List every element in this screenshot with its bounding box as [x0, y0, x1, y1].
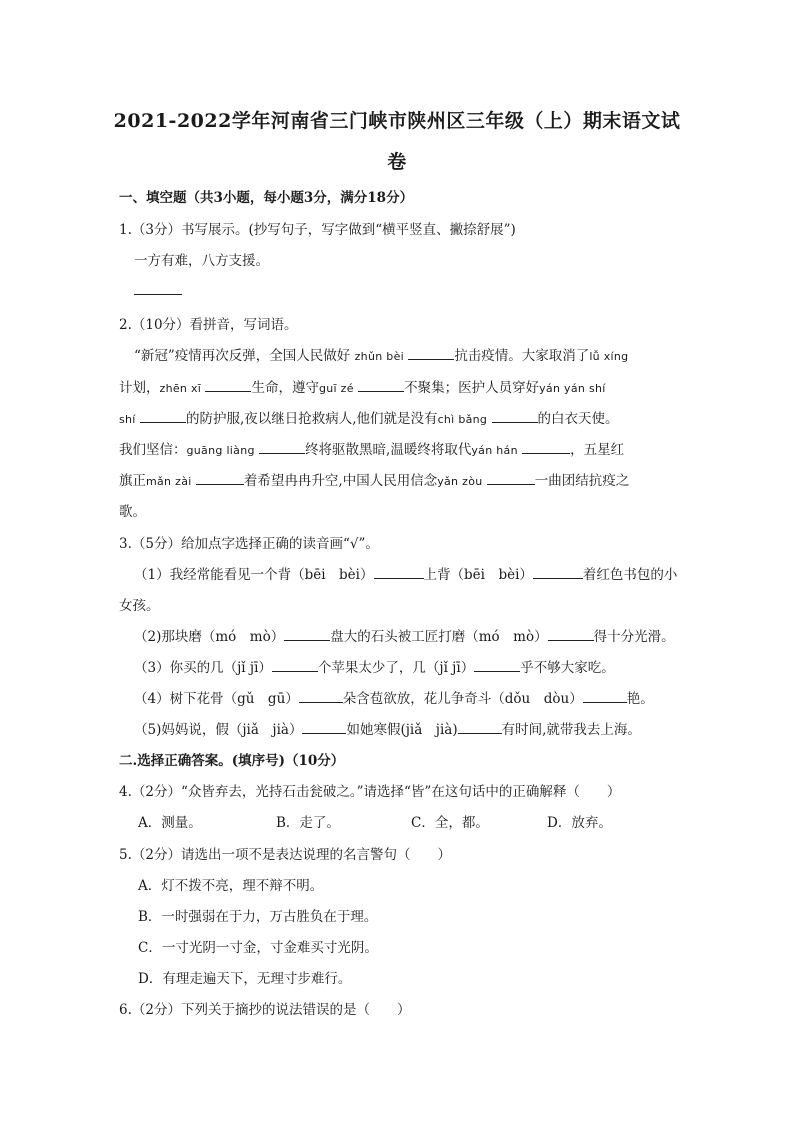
q3-text: 有时间,就带我去上海。: [501, 722, 641, 738]
option-a[interactable]: A．测量。: [138, 815, 202, 831]
answer-blank: [474, 657, 520, 672]
q3-text: 上背（bēi bèi）: [423, 567, 533, 583]
answer-blank: [259, 439, 305, 454]
q2-text: 计划，: [119, 380, 160, 396]
answer-blank: [140, 408, 186, 423]
q1-stem: 1.（3分）书写展示。(抄写句子，写字做到“横平竖直、撇捺舒展”): [119, 222, 516, 238]
pinyin: guī zé: [318, 382, 354, 395]
q2-line-5: [119, 469, 629, 489]
option-b[interactable]: B．走了。: [276, 815, 340, 831]
q6-stem: 6.（2分）下列关于摘抄的说法错误的是（ ）: [119, 1002, 411, 1018]
q3-item-2: [134, 625, 675, 645]
q2-text: 一曲团结抗疫之: [534, 473, 630, 489]
q3-item-3: [134, 656, 615, 676]
q3-text: 艳。: [626, 691, 654, 707]
pinyin: chì bǎng: [437, 413, 488, 426]
answer-blank: [533, 564, 583, 579]
answer-blank: [302, 719, 346, 734]
q3-item-1: [134, 563, 677, 583]
answer-blank: [548, 626, 594, 641]
answer-blank: [358, 377, 404, 392]
q3-text: 个苹果太少了，几（jǐ jī）: [317, 660, 475, 676]
q2-text: 终将驱散黑暗,温暖终将取代: [305, 442, 472, 458]
q4-stem: 4.（2分）“众皆弃去，光持石击瓮破之。”请选择“皆”在这句话中的正确解释（ ）: [119, 784, 621, 800]
pinyin: yǎn zòu: [437, 475, 483, 488]
q2-text: 不聚集；医护人员穿好: [404, 380, 540, 396]
q3-stem: 3.（5分）给加点字选择正确的读音画“√”。: [119, 536, 379, 552]
q3-text: 如她寒假(jiǎ jià): [346, 722, 458, 738]
exam-title-line-2: 卷: [387, 151, 407, 173]
q5-option-b[interactable]: B．一时强弱在于力，万古胜负在于理。: [138, 909, 378, 925]
q2-text: 抗击疫情。大家取消了: [454, 348, 590, 364]
q2-line-3: [119, 407, 619, 427]
exam-title-line-1: 2021-2022学年河南省三门峡市陕州区三年级（上）期末语文试: [113, 110, 681, 132]
q3-item-4: [134, 687, 654, 707]
answer-blank: [205, 377, 251, 392]
pinyin: yán hán: [471, 444, 518, 457]
q3-text: 朵含苞欲放，花儿争奇斗（dǒu dòu）: [342, 691, 583, 707]
answer-blank: [487, 470, 535, 485]
q1-sentence: 一方有难，八方支援。: [134, 253, 269, 269]
answer-blank: [583, 688, 627, 703]
q2-text: 的防护服,夜以继日抢救病人,他们就是没有: [185, 411, 438, 427]
q2-text: 我们坚信：: [119, 442, 187, 458]
q3-text: （1）我经常能看见一个背（bēi bèi）: [134, 567, 374, 583]
answer-blank: [272, 657, 318, 672]
q2-text: 旗正: [119, 473, 146, 489]
option-c[interactable]: C．全，都。: [411, 815, 489, 831]
answer-blank: [522, 439, 570, 454]
answer-blank: [299, 688, 343, 703]
q1-answer-blank: [134, 280, 182, 299]
q2-line-6: 歌。: [119, 504, 146, 520]
q4-options: [138, 811, 612, 831]
pinyin: yán yán shí: [539, 382, 606, 395]
q3-text: 得十分光滑。: [593, 629, 675, 645]
pinyin: zhēn xī: [159, 382, 202, 395]
q5-stem: 5.（2分）请选出一项不是表达说理的名言警句（ ）: [119, 847, 451, 863]
q3-text: （4）树下花骨（gǔ gū）: [134, 691, 299, 707]
section-2-heading: 二.选择正确答案。(填序号)（10分）: [119, 753, 345, 769]
q2-line-4: [119, 438, 624, 458]
pinyin: guāng liàng: [186, 444, 255, 457]
q3-text: （5)妈妈说，假（jiǎ jià）: [134, 722, 303, 738]
answer-blank: [374, 564, 424, 579]
q2-line-1: [134, 344, 628, 364]
q2-text: “新冠”疫情再次反弹，全国人民做好: [134, 348, 355, 364]
q2-text: 着希望冉冉升空,中国人民用信念: [243, 473, 438, 489]
q2-text: 生命，遵守: [251, 380, 319, 396]
pinyin: lǚ xíng: [589, 350, 629, 363]
q2-stem: 2.（10分）看拼音，写词语。: [119, 317, 298, 333]
pinyin: zhǔn bèi: [354, 350, 405, 363]
answer-blank: [196, 470, 244, 485]
pinyin: shí: [119, 413, 136, 426]
q5-option-c[interactable]: C．一寸光阴一寸金，寸金难买寸光阴。: [138, 940, 378, 956]
q2-line-2: [119, 376, 606, 396]
answer-blank: [492, 408, 538, 423]
section-1-heading: 一、填空题（共3小题，每小题3分，满分18分）: [119, 190, 414, 206]
q3-text: 着红色书包的小: [582, 567, 678, 583]
q3-text: （3）你买的几（jǐ jī）: [134, 660, 272, 676]
answer-blank: [458, 719, 502, 734]
option-d[interactable]: D．放弃。: [547, 815, 612, 831]
answer-blank: [408, 345, 454, 360]
q3-item-5: [134, 718, 641, 738]
q5-option-d[interactable]: D．有理走遍天下，无理寸步难行。: [138, 971, 352, 987]
answer-blank: [284, 626, 330, 641]
q3-text: 乎不够大家吃。: [520, 660, 615, 676]
q2-text: ，五星红: [570, 442, 625, 458]
pinyin: mǎn zài: [146, 475, 192, 488]
q5-option-a[interactable]: A．灯不拨不亮，理不辩不明。: [138, 878, 324, 894]
q3-text: （2)那块磨（mó mò）: [134, 629, 285, 645]
q3-item-1-cont: 女孩。: [119, 598, 160, 614]
q2-text: 的白衣天使。: [537, 411, 619, 427]
q3-text: 盘大的石头被工匠打磨（mó mò）: [330, 629, 548, 645]
